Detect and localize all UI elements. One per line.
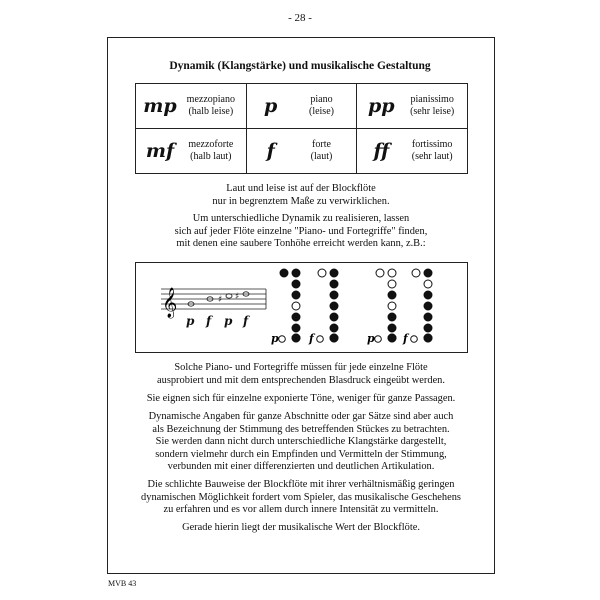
dynamic-symbol: ff <box>373 140 390 162</box>
fingering-chart <box>367 269 396 345</box>
closed-hole-icon <box>330 291 338 299</box>
open-hole-icon <box>279 336 286 343</box>
fingering-chart <box>402 269 432 345</box>
page-title: Dynamik (Klangstärke) und musikalische Gestaltung <box>169 60 431 72</box>
closed-hole-icon <box>330 334 338 342</box>
closed-hole-icon <box>388 324 396 332</box>
dynamics-cell <box>357 129 468 174</box>
fingering-charts <box>271 269 432 345</box>
closed-hole-icon <box>424 302 432 310</box>
open-hole-icon <box>317 336 324 343</box>
open-hole-icon <box>388 269 396 277</box>
fingering-chart <box>271 269 300 345</box>
footer-code: MVB 43 <box>108 579 137 588</box>
svg-text:♯: ♯ <box>235 292 240 302</box>
closed-hole-icon <box>388 291 396 299</box>
note-dynamic-label: f <box>243 314 249 328</box>
open-hole-icon <box>376 269 384 277</box>
dynamic-symbol: mf <box>145 140 175 162</box>
dynamic-description: piano (leise) <box>308 94 334 117</box>
svg-text:♯: ♯ <box>218 295 223 305</box>
dynamic-description: fortissimo (sehr laut) <box>411 139 453 162</box>
closed-hole-icon <box>292 313 300 321</box>
dynamic-description: mezzopiano (halb leise) <box>186 94 235 117</box>
body-paragraph: Gerade hierin liegt der musikalische Wert der Blockflöte. <box>182 522 420 533</box>
dynamics-cell <box>357 84 468 129</box>
closed-hole-icon <box>292 324 300 332</box>
closed-hole-icon <box>280 269 288 277</box>
closed-hole-icon <box>388 334 396 342</box>
dynamics-cell <box>136 129 247 174</box>
open-hole-icon <box>375 336 382 343</box>
closed-hole-icon <box>330 313 338 321</box>
dynamic-symbol: p <box>264 95 278 117</box>
intro-paragraph: Um unterschiedliche Dynamik zu realisieren, lassen sich auf jeder Flöte einzelne "Piano- und Fortegriffe" finden, mit denen eine saubere Tonhöhe erreicht werden kann, z.B.: <box>174 213 428 250</box>
closed-hole-icon <box>330 269 338 277</box>
fingering-dynamic-label: p <box>271 332 279 345</box>
closed-hole-icon <box>424 334 432 342</box>
open-hole-icon <box>424 280 432 288</box>
dynamics-cell <box>136 84 247 129</box>
body-paragraph: Solche Piano- und Fortegriffe müssen für jede einzelne Flöte ausprobiert und mit dem entsprechenden Blasdruck eingeübt werden. <box>157 362 445 386</box>
notation-box <box>135 262 468 353</box>
fingering-dynamic-label: f <box>309 332 314 345</box>
intro-paragraph: Laut und leise ist auf der Blockflöte nur in begrenztem Maße zu verwirklichen. <box>212 183 390 207</box>
fingering-chart <box>308 269 338 345</box>
note-dynamic-label: f <box>206 314 212 328</box>
body-paragraph: Sie eignen sich für einzelne exponierte Töne, weniger für ganze Passagen. <box>146 393 456 404</box>
dynamics-row <box>136 129 468 174</box>
open-hole-icon <box>411 336 418 343</box>
dynamic-description: pianissimo (sehr leise) <box>410 94 455 117</box>
closed-hole-icon <box>424 269 432 277</box>
closed-hole-icon <box>330 324 338 332</box>
note-dynamic-label: p <box>224 314 233 328</box>
dynamics-cell <box>246 84 357 129</box>
fingering-dynamic-label: f <box>403 332 408 345</box>
closed-hole-icon <box>424 313 432 321</box>
closed-hole-icon <box>330 280 338 288</box>
notation-figure <box>136 263 467 352</box>
body-paragraph: Dynamische Angaben für ganze Abschnitte oder gar Sätze sind aber auch als Bezeichnung der Stimmung des betreffenden Stückes zu betrachten. Sie werden dann nicht durch unterschiedliche Klangstärke dargestellt, sondern vielmehr durch ein Empfinden und Vermitteln der Stimmung, verbunden mit einer differenzierten und deutlichen Artikulation. <box>148 411 454 473</box>
closed-hole-icon <box>424 291 432 299</box>
dynamic-symbol: pp <box>368 95 395 117</box>
closed-hole-icon <box>292 269 300 277</box>
dynamic-description: mezzoforte (halb laut) <box>188 139 234 162</box>
dynamics-table <box>135 83 468 174</box>
note-dynamics <box>186 314 250 328</box>
closed-hole-icon <box>292 280 300 288</box>
open-hole-icon <box>388 280 396 288</box>
dynamic-symbol: f <box>266 140 275 162</box>
closed-hole-icon <box>424 324 432 332</box>
open-hole-icon <box>412 269 420 277</box>
closed-hole-icon <box>292 291 300 299</box>
dynamics-row <box>136 84 468 129</box>
treble-clef-icon: 𝄞 <box>162 288 178 318</box>
open-hole-icon <box>318 269 326 277</box>
fingering-dynamic-label: p <box>367 332 375 345</box>
closed-hole-icon <box>292 334 300 342</box>
body-paragraph: Die schlichte Bauweise der Blockflöte mit ihrer verhältnismäßig geringen dynamischen Möglichkeit fordert vom Spieler, das musikalische Geschehens zu erfahren und es vor allem durch innere Intensität zu vermitteln. <box>141 479 461 516</box>
closed-hole-icon <box>388 313 396 321</box>
open-hole-icon <box>388 302 396 310</box>
dynamic-description: forte (laut) <box>310 139 333 162</box>
dynamics-cell <box>246 129 357 174</box>
dynamic-symbol: mp <box>143 95 177 117</box>
note-dynamic-label: p <box>186 314 195 328</box>
open-hole-icon <box>292 302 300 310</box>
page-number: - 28 - <box>288 12 312 24</box>
closed-hole-icon <box>330 302 338 310</box>
